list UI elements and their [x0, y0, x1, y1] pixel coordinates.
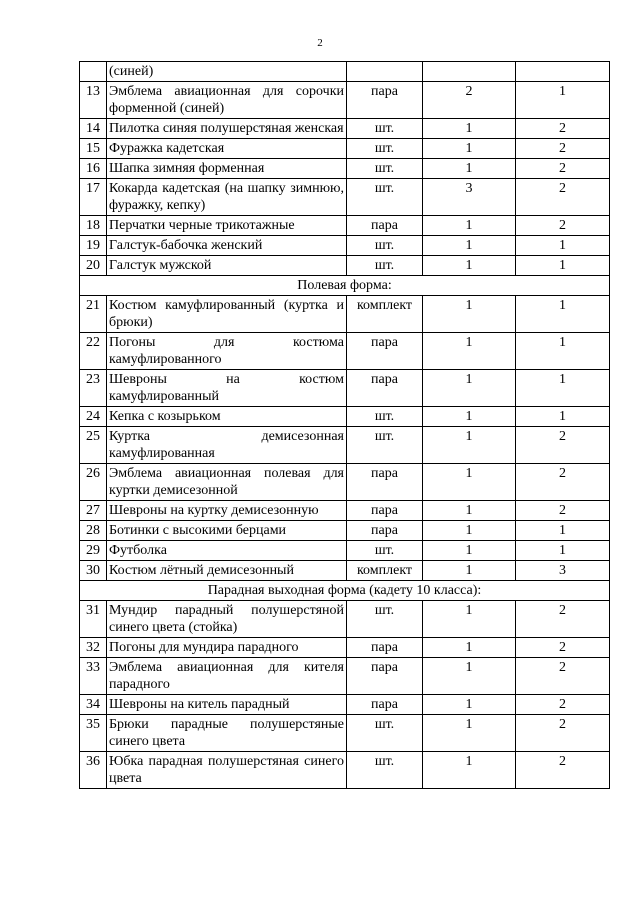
item-number: 34 [80, 695, 107, 715]
item-number: 21 [80, 296, 107, 333]
table-row [80, 407, 610, 427]
table-row [80, 82, 610, 119]
item-quantity-2: 3 [516, 561, 610, 581]
item-quantity-2: 1 [516, 333, 610, 370]
item-unit: шт. [347, 601, 423, 638]
item-name: Фуражка кадетская [107, 139, 347, 159]
item-number: 30 [80, 561, 107, 581]
table-row [80, 715, 610, 752]
item-number: 22 [80, 333, 107, 370]
item-quantity-2: 1 [516, 370, 610, 407]
item-quantity-1: 1 [423, 601, 516, 638]
item-quantity-2: 1 [516, 296, 610, 333]
item-unit: шт. [347, 119, 423, 139]
item-number: 19 [80, 236, 107, 256]
item-quantity-2: 2 [516, 159, 610, 179]
table-row [80, 370, 610, 407]
section-header-row [80, 276, 610, 296]
table-body [80, 62, 610, 789]
item-unit: шт. [347, 541, 423, 561]
table-row [80, 601, 610, 638]
table-row [80, 427, 610, 464]
item-quantity-1: 1 [423, 216, 516, 236]
item-number: 31 [80, 601, 107, 638]
table-row [80, 561, 610, 581]
section-title: Полевая форма: [80, 276, 610, 296]
table-row [80, 638, 610, 658]
item-unit: пара [347, 333, 423, 370]
table-row [80, 658, 610, 695]
item-quantity-1: 1 [423, 139, 516, 159]
item-name: Погоны для мундира парадного [107, 638, 347, 658]
table-row [80, 541, 610, 561]
item-quantity-1: 1 [423, 407, 516, 427]
item-quantity-1: 1 [423, 236, 516, 256]
item-name: Погоны для костюма камуфлированного [107, 333, 347, 370]
item-unit: пара [347, 464, 423, 501]
page-number: 2 [317, 37, 323, 49]
item-number: 28 [80, 521, 107, 541]
item-quantity-1: 1 [423, 658, 516, 695]
item-quantity-2: 1 [516, 256, 610, 276]
table-row [80, 62, 610, 82]
item-quantity-1: 1 [423, 256, 516, 276]
item-unit: шт. [347, 139, 423, 159]
item-unit: комплект [347, 296, 423, 333]
item-quantity-1: 1 [423, 715, 516, 752]
item-quantity-2 [516, 62, 610, 82]
item-number: 29 [80, 541, 107, 561]
item-name: Мундир парадный полушерстяной синего цвета (стойка) [107, 601, 347, 638]
item-unit: шт. [347, 236, 423, 256]
table-row [80, 159, 610, 179]
item-number: 18 [80, 216, 107, 236]
item-unit: пара [347, 521, 423, 541]
item-quantity-1: 1 [423, 501, 516, 521]
table-row [80, 296, 610, 333]
item-unit: пара [347, 216, 423, 236]
item-quantity-2: 2 [516, 752, 610, 789]
item-name: Пилотка синяя полушерстяная женская [107, 119, 347, 139]
item-number: 35 [80, 715, 107, 752]
item-quantity-1: 1 [423, 370, 516, 407]
item-quantity-2: 2 [516, 501, 610, 521]
item-name: Эмблема авиационная полевая для куртки демисезонной [107, 464, 347, 501]
item-quantity-2: 1 [516, 521, 610, 541]
item-quantity-2: 2 [516, 601, 610, 638]
item-quantity-1: 1 [423, 333, 516, 370]
item-number: 27 [80, 501, 107, 521]
item-unit: пара [347, 695, 423, 715]
item-quantity-2: 2 [516, 695, 610, 715]
item-number: 15 [80, 139, 107, 159]
item-name: Юбка парадная полушерстяная синего цвета [107, 752, 347, 789]
item-quantity-2: 2 [516, 464, 610, 501]
item-number: 17 [80, 179, 107, 216]
item-name: Перчатки черные трикотажные [107, 216, 347, 236]
item-number: 36 [80, 752, 107, 789]
item-quantity-2: 1 [516, 82, 610, 119]
table-row [80, 464, 610, 501]
item-unit: шт. [347, 752, 423, 789]
item-unit: шт. [347, 256, 423, 276]
item-quantity-1: 1 [423, 464, 516, 501]
item-unit: пара [347, 501, 423, 521]
item-quantity-2: 2 [516, 179, 610, 216]
section-header-row [80, 581, 610, 601]
uniform-items-table [79, 61, 610, 789]
table-row [80, 752, 610, 789]
item-quantity-1: 1 [423, 296, 516, 333]
item-quantity-2: 2 [516, 427, 610, 464]
section-title: Парадная выходная форма (кадету 10 класса): [80, 581, 610, 601]
table-row [80, 139, 610, 159]
table-row [80, 333, 610, 370]
table-row [80, 236, 610, 256]
item-name: Костюм камуфлированный (куртка и брюки) [107, 296, 347, 333]
item-number: 20 [80, 256, 107, 276]
item-quantity-2: 2 [516, 119, 610, 139]
item-name: Шевроны на китель парадный [107, 695, 347, 715]
item-unit: шт. [347, 179, 423, 216]
item-name: Костюм лётный демисезонный [107, 561, 347, 581]
item-number: 14 [80, 119, 107, 139]
item-unit: шт. [347, 159, 423, 179]
table-row [80, 179, 610, 216]
item-unit: пара [347, 658, 423, 695]
item-name: Галстук мужской [107, 256, 347, 276]
item-number: 13 [80, 82, 107, 119]
item-quantity-1: 1 [423, 752, 516, 789]
item-name: Галстук-бабочка женский [107, 236, 347, 256]
item-name: Кокарда кадетская (на шапку зимнюю, фуражку, кепку) [107, 179, 347, 216]
item-quantity-1: 1 [423, 561, 516, 581]
item-name: Эмблема авиационная для кителя парадного [107, 658, 347, 695]
table-row [80, 256, 610, 276]
item-number: 32 [80, 638, 107, 658]
item-name: Эмблема авиационная для сорочки форменной (синей) [107, 82, 347, 119]
item-unit: пара [347, 370, 423, 407]
item-unit: комплект [347, 561, 423, 581]
item-name: (синей) [107, 62, 347, 82]
table-row [80, 216, 610, 236]
item-quantity-2: 2 [516, 139, 610, 159]
item-number: 33 [80, 658, 107, 695]
table-row [80, 119, 610, 139]
item-quantity-2: 2 [516, 216, 610, 236]
item-name: Шапка зимняя форменная [107, 159, 347, 179]
item-quantity-1: 1 [423, 541, 516, 561]
item-number: 16 [80, 159, 107, 179]
item-quantity-1: 2 [423, 82, 516, 119]
table-row [80, 501, 610, 521]
item-quantity-2: 2 [516, 638, 610, 658]
item-name: Шевроны на костюм камуфлированный [107, 370, 347, 407]
item-quantity-1: 1 [423, 638, 516, 658]
table-row [80, 695, 610, 715]
item-number: 24 [80, 407, 107, 427]
item-quantity-1: 3 [423, 179, 516, 216]
item-unit: пара [347, 82, 423, 119]
table-row [80, 521, 610, 541]
item-name: Брюки парадные полушерстяные синего цвета [107, 715, 347, 752]
item-unit: шт. [347, 715, 423, 752]
item-quantity-1 [423, 62, 516, 82]
item-quantity-2: 1 [516, 407, 610, 427]
item-quantity-2: 2 [516, 658, 610, 695]
item-name: Ботинки с высокими берцами [107, 521, 347, 541]
item-name: Шевроны на куртку демисезонную [107, 501, 347, 521]
item-unit: шт. [347, 427, 423, 464]
item-name: Футболка [107, 541, 347, 561]
item-number [80, 62, 107, 82]
item-quantity-1: 1 [423, 521, 516, 541]
item-name: Куртка демисезонная камуфлированная [107, 427, 347, 464]
item-quantity-2: 1 [516, 236, 610, 256]
item-name: Кепка с козырьком [107, 407, 347, 427]
item-quantity-1: 1 [423, 695, 516, 715]
item-number: 23 [80, 370, 107, 407]
item-unit: шт. [347, 407, 423, 427]
item-unit [347, 62, 423, 82]
item-unit: пара [347, 638, 423, 658]
item-number: 25 [80, 427, 107, 464]
item-quantity-1: 1 [423, 427, 516, 464]
item-quantity-1: 1 [423, 119, 516, 139]
item-quantity-2: 1 [516, 541, 610, 561]
item-quantity-2: 2 [516, 715, 610, 752]
item-quantity-1: 1 [423, 159, 516, 179]
item-number: 26 [80, 464, 107, 501]
